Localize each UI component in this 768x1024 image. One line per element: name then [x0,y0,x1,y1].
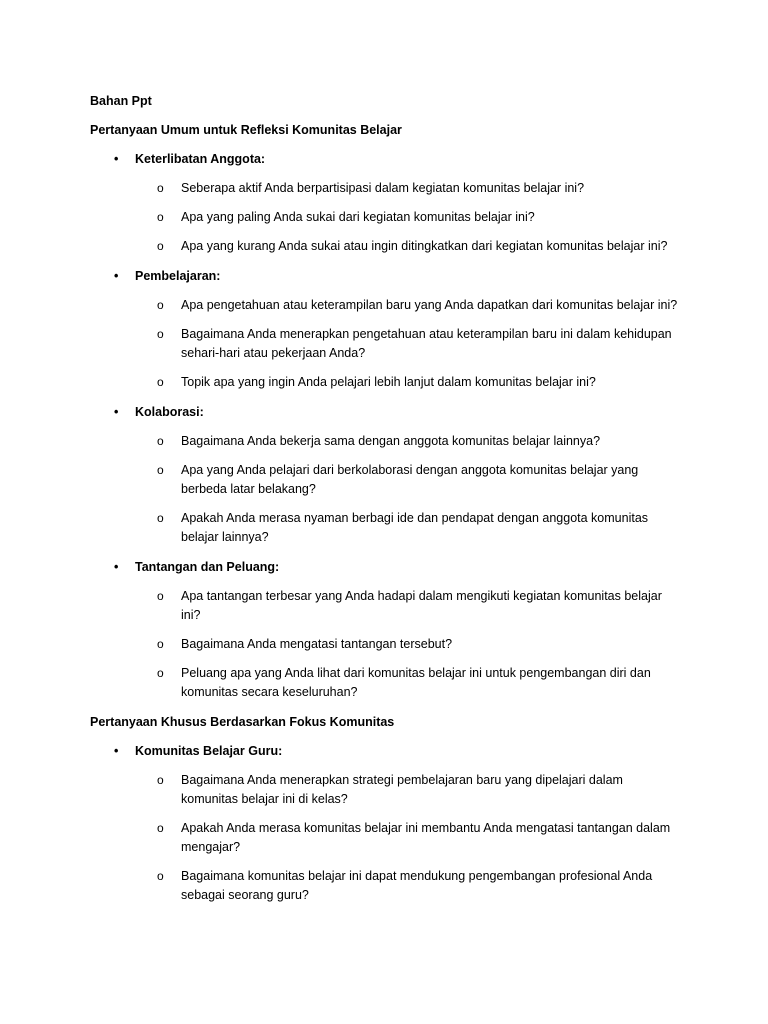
category-item [90,559,690,576]
question-item [90,373,681,392]
question-group [90,268,690,392]
question-text: Apa yang kurang Anda sukai atau ingin ditingkatkan dari kegiatan komunitas belajar ini? [181,239,668,253]
question-text: Bagaimana komunitas belajar ini dapat mendukung pengembangan profesional Anda sebagai seorang guru? [181,869,653,902]
bullet-icon: • [114,744,119,758]
category-label: Keterlibatan Anggota: [135,152,266,166]
question-item [90,509,681,547]
circle-bullet-icon: o [157,821,164,835]
document-title: Bahan Ppt [90,94,152,108]
circle-bullet-icon: o [157,181,164,195]
section-heading: Pertanyaan Umum untuk Refleksi Komunitas Belajar [90,123,402,137]
circle-bullet-icon: o [157,869,164,883]
circle-bullet-icon: o [157,666,164,680]
circle-bullet-icon: o [157,375,164,389]
category-label: Kolaborasi: [135,405,204,419]
circle-bullet-icon: o [157,298,164,312]
question-text: Apa yang Anda pelajari dari berkolaborasi dengan anggota komunitas belajar yang berbeda latar belakang? [181,463,639,496]
category-item [90,404,690,421]
question-text: Bagaimana Anda mengatasi tantangan tersebut? [181,637,453,651]
question-text: Apa yang paling Anda sukai dari kegiatan komunitas belajar ini? [181,210,535,224]
question-text: Apa pengetahuan atau keterampilan baru yang Anda dapatkan dari komunitas belajar ini? [181,298,678,312]
circle-bullet-icon: o [157,327,164,341]
question-list [90,587,690,702]
question-text: Bagaimana Anda menerapkan strategi pembelajaran baru yang dipelajari dalam komunitas belajar ini di kelas? [181,773,623,806]
category-label: Tantangan dan Peluang: [135,560,280,574]
question-list [90,432,690,547]
question-group [90,404,690,547]
circle-bullet-icon: o [157,210,164,224]
question-list [90,771,690,905]
question-item [90,432,681,451]
question-item [90,237,681,256]
circle-bullet-icon: o [157,463,164,477]
circle-bullet-icon: o [157,511,164,525]
question-item [90,208,681,227]
question-group [90,743,690,905]
question-item [90,179,681,198]
question-item [90,819,681,857]
question-list [90,179,690,256]
question-text: Apakah Anda merasa komunitas belajar ini membantu Anda mengatasi tantangan dalam mengajar? [181,821,671,854]
question-item [90,867,681,905]
circle-bullet-icon: o [157,637,164,651]
question-text: Apakah Anda merasa nyaman berbagi ide dan pendapat dengan anggota komunitas belajar lainnya? [181,511,649,544]
category-label: Komunitas Belajar Guru: [135,744,283,758]
question-item [90,461,681,499]
question-group [90,151,690,256]
question-group [90,559,690,702]
document-body [90,93,690,917]
question-item [90,664,681,702]
circle-bullet-icon: o [157,773,164,787]
question-text: Seberapa aktif Anda berpartisipasi dalam kegiatan komunitas belajar ini? [181,181,585,195]
circle-bullet-icon: o [157,589,164,603]
circle-bullet-icon: o [157,434,164,448]
question-text: Bagaimana Anda menerapkan pengetahuan atau keterampilan baru ini dalam kehidupan sehari-hari atau pekerjaan Anda? [181,327,672,360]
question-text: Peluang apa yang Anda lihat dari komunitas belajar ini untuk pengembangan diri dan komunitas secara keseluruhan? [181,666,651,699]
bullet-icon: • [114,269,119,283]
bullet-icon: • [114,405,119,419]
question-text: Bagaimana Anda bekerja sama dengan anggota komunitas belajar lainnya? [181,434,601,448]
question-item [90,296,681,315]
question-item [90,587,681,625]
question-list [90,296,690,392]
question-text: Topik apa yang ingin Anda pelajari lebih lanjut dalam komunitas belajar ini? [181,375,596,389]
question-item [90,635,681,654]
category-item [90,743,690,760]
category-item [90,268,690,285]
question-item [90,771,681,809]
question-text: Apa tantangan terbesar yang Anda hadapi dalam mengikuti kegiatan komunitas belajar ini? [181,589,662,622]
category-item [90,151,690,168]
category-label: Pembelajaran: [135,269,221,283]
section-heading: Pertanyaan Khusus Berdasarkan Fokus Komunitas [90,715,395,729]
circle-bullet-icon: o [157,239,164,253]
bullet-icon: • [114,560,119,574]
question-item [90,325,681,363]
bullet-icon: • [114,152,119,166]
